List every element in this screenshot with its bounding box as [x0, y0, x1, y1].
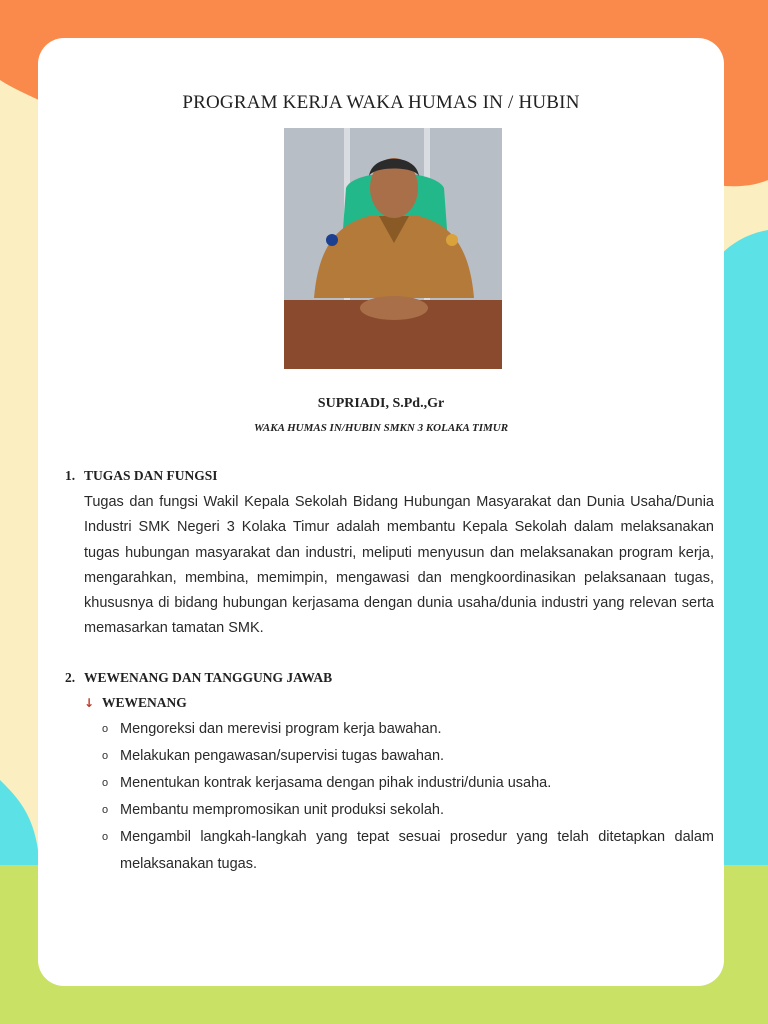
list-item [102, 824, 714, 878]
circle-bullet-icon: o [102, 831, 109, 843]
circle-bullet-icon: o [102, 750, 109, 762]
list-item [102, 743, 714, 770]
person-name: SUPRIADI, S.Pd.,Gr [317, 396, 445, 411]
wewenang-list [102, 716, 714, 878]
section-2-heading [65, 670, 332, 686]
section-1-heading [65, 468, 218, 484]
section-2-number: 2. [65, 670, 76, 685]
section-1-number: 1. [65, 468, 76, 483]
list-item-text: Melakukan pengawasan/supervisi tugas bawahan. [120, 748, 445, 764]
document-card [38, 38, 724, 986]
page-title: PROGRAM KERJA WAKA HUMAS IN / HUBIN [182, 92, 580, 113]
list-item [102, 716, 714, 743]
circle-bullet-icon: o [102, 723, 109, 735]
profile-photo [284, 128, 502, 369]
circle-bullet-icon: o [102, 804, 109, 816]
circle-bullet-icon: o [102, 777, 109, 789]
section-2-title: WEWENANG DAN TANGGUNG JAWAB [84, 670, 333, 685]
list-item-text: Mengoreksi dan merevisi program kerja bawahan. [120, 721, 442, 737]
section-1-title: TUGAS DAN FUNGSI [84, 468, 218, 483]
person-role: WAKA HUMAS IN/HUBIN SMKN 3 KOLAKA TIMUR [253, 422, 509, 434]
subheading-wewenang [84, 695, 187, 711]
list-item-text: Menentukan kontrak kerjasama dengan pihak industri/dunia usaha. [120, 775, 552, 791]
subheading-label: WEWENANG [102, 695, 187, 710]
list-item [102, 770, 714, 797]
section-1-body: Tugas dan fungsi Wakil Kepala Sekolah Bidang Hubungan Masyarakat dan Dunia Usaha/Dunia Industri SMK Negeri 3 Kolaka Timur adalah membantu Kepala Sekolah dalam melaksanakan tugas hubungan masyarakat dan industri, meliputi menyusun dan melaksanakan program kerja, mengarahkan, membina, memimpin, mengawasi dan mengkoordinasikan pelaksanaan tugas, khususnya di bidang hubungan kerjasama dengan dunia usaha/dunia industri yang relevan serta memasarkan tamatan SMK. [84, 494, 714, 637]
list-item-text: Membantu mempromosikan unit produksi sekolah. [120, 802, 444, 818]
list-item [102, 797, 714, 824]
list-item-text: Mengambil langkah-langkah yang tepat sesuai prosedur yang telah ditetapkan dalam melaksanakan tugas. [120, 829, 714, 872]
arrow-bullet-icon: ↓ [84, 696, 95, 710]
